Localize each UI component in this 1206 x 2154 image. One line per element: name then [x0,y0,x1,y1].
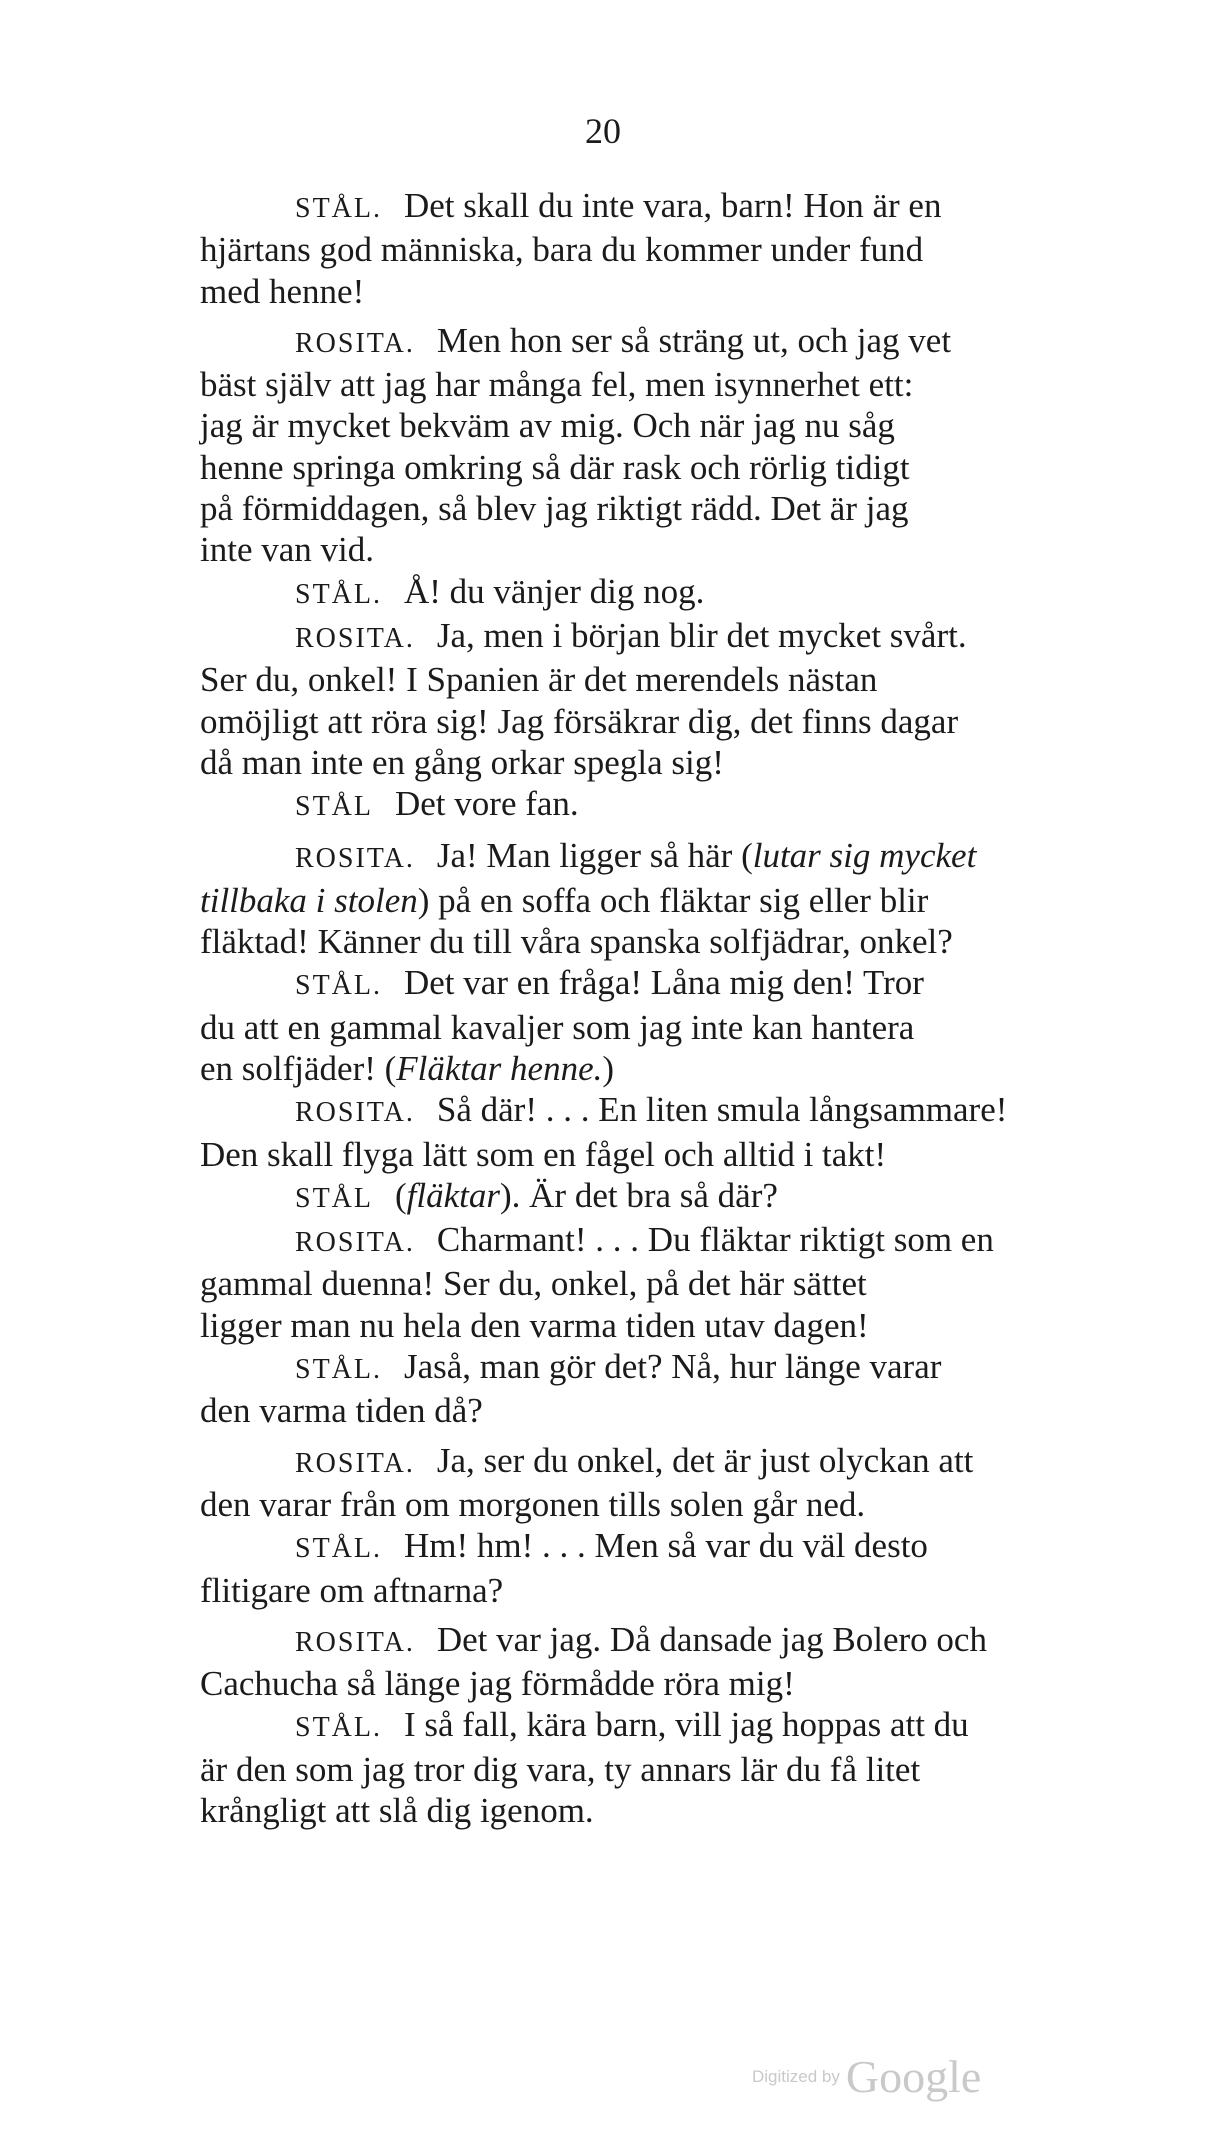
text-line [200,1175,1155,1219]
speaker-name: ROSITA. [295,327,415,359]
line-text: bäst själv att jag har många fel, men isynnerhet ett: [200,365,914,405]
speaker-name: STÅL. [295,1533,382,1565]
text-line [200,742,1155,783]
speaker-name: STÅL. [295,970,382,1002]
line-text: med henne! [200,271,365,311]
text-line [200,1440,1155,1484]
text-line [200,1390,1155,1431]
line-text: ligger man nu hela den varma tiden utav dagen! [200,1305,869,1345]
text-line [200,271,1155,312]
line-text: henne springa omkring så där rask och rörlig tidigt [200,447,910,487]
text-line [200,921,1155,962]
line-text: Det var jag. Då dansade jag Bolero och [436,1619,987,1659]
stage-direction: fläktar [406,1175,500,1215]
text-line [200,364,1155,405]
line-text: Hm! hm! . . . Men så var du väl desto [404,1526,928,1566]
digitized-by-google-watermark [752,2050,981,2103]
text-line [200,1749,1155,1790]
line-text: hjärtans god människa, bara du kommer under fund [200,230,924,270]
text-line [200,1134,1155,1175]
line-text: en solfjäder! ( [200,1048,397,1088]
watermark-prefix: Digitized by [752,2066,840,2086]
stage-direction: Fläktar henne. [396,1048,603,1088]
text-line [200,1219,1155,1263]
speaker-name: STÅL [295,791,373,823]
speaker-name: ROSITA. [295,1097,415,1129]
line-text: Ja, ser du onkel, det är just olyckan att [436,1440,974,1480]
line-text: Charmant! . . . Du fläktar riktigt som en [436,1220,994,1260]
speaker-name: STÅL. [295,1354,382,1386]
line-text: Ser du, onkel! I Spanien är det merendels nästan [200,660,878,700]
speaker-name: ROSITA. [295,843,415,875]
text-line [200,962,1155,1006]
line-text: ) på en soffa och fläktar sig eller blir [417,880,929,920]
text-line [200,1663,1155,1704]
line-text: Det var en fråga! Låna mig den! Tror [404,963,924,1003]
text-line [200,701,1155,742]
text-line [200,1484,1155,1525]
line-text: Det vore fan. [395,784,579,824]
text-line [200,1263,1155,1304]
stage-direction: lutar sig mycket [752,836,977,876]
line-text: Ja, men i början blir det mycket svårt. [436,615,967,655]
text-line [200,185,1155,229]
speaker-name: ROSITA. [295,622,415,654]
speaker-name: STÅL [295,1182,373,1214]
line-text: omöjligt att röra sig! Jag försäkrar dig, det finns dagar [200,701,959,741]
text-line [200,1048,1155,1089]
text-line [200,1089,1155,1133]
line-text: flitigare om aftnarna? [200,1570,504,1610]
text-line [200,835,1155,879]
text-line [200,320,1155,364]
text-line [200,488,1155,529]
line-text: inte van vid. [200,530,374,570]
line-text: ( [395,1175,407,1215]
line-text: den varma tiden då? [200,1391,483,1431]
line-text: fläktad! Känner du till våra spanska solfjädrar, onkel? [200,922,953,962]
text-line [200,783,1155,827]
text-line [200,447,1155,488]
speaker-name: STÅL. [295,578,382,610]
text-line [200,880,1155,921]
line-text: Ja! Man ligger så här ( [436,836,753,876]
line-text: krångligt att slå dig igenom. [200,1790,594,1830]
line-text: Så där! . . . En liten smula långsammare! [436,1090,1008,1130]
line-text: Å! du vänjer dig nog. [404,571,705,611]
line-text: är den som jag tror dig vara, ty annars lär du få litet [200,1749,921,1789]
watermark-brand: Google [845,2051,982,2102]
speaker-name: ROSITA. [295,1626,415,1658]
text-line [200,1619,1155,1663]
line-text-after: ) [602,1048,615,1088]
text-line [200,1007,1155,1048]
line-text-after: ). Är det bra så där? [499,1175,778,1215]
line-text: då man inte en gång orkar spegla sig! [200,742,724,782]
line-text: Cachucha så länge jag förmådde röra mig! [200,1664,795,1704]
speaker-name: ROSITA. [295,1447,415,1479]
text-line [200,529,1155,570]
line-text: gammal duenna! Ser du, onkel, på det här sättet [200,1264,867,1304]
text-line [200,1525,1155,1569]
text-line [200,1346,1155,1390]
speaker-name: STÅL. [295,193,382,224]
text-line [200,405,1155,446]
speaker-name: STÅL. [295,1712,382,1744]
text-line [200,1790,1155,1831]
text-line [200,229,1155,270]
text-line [200,571,1155,615]
text-line [200,615,1155,659]
line-text: den varar från om morgonen tills solen går ned. [200,1484,866,1524]
line-text: på förmiddagen, så blev jag riktigt rädd. Det är jag [200,489,909,529]
line-text: Det skall du inte vara, barn! Hon är en [404,186,942,225]
text-line [200,1305,1155,1346]
line-text: Men hon ser så sträng ut, och jag vet [436,320,952,360]
line-text: du att en gammal kavaljer som jag inte kan hantera [200,1007,915,1047]
dialogue-text [200,185,1155,1831]
text-line [200,1570,1155,1611]
text-line [200,1704,1155,1748]
page-number: 20 [585,111,621,151]
line-text: jag är mycket bekväm av mig. Och när jag nu såg [200,406,895,446]
text-line [200,659,1155,700]
line-text: I så fall, kära barn, vill jag hoppas att du [404,1705,969,1745]
stage-direction: tillbaka i stolen [200,880,418,920]
line-text: Jaså, man gör det? Nå, hur länge varar [404,1347,942,1387]
line-text: Den skall flyga lätt som en fågel och alltid i takt! [200,1134,887,1174]
speaker-name: ROSITA. [295,1227,415,1259]
